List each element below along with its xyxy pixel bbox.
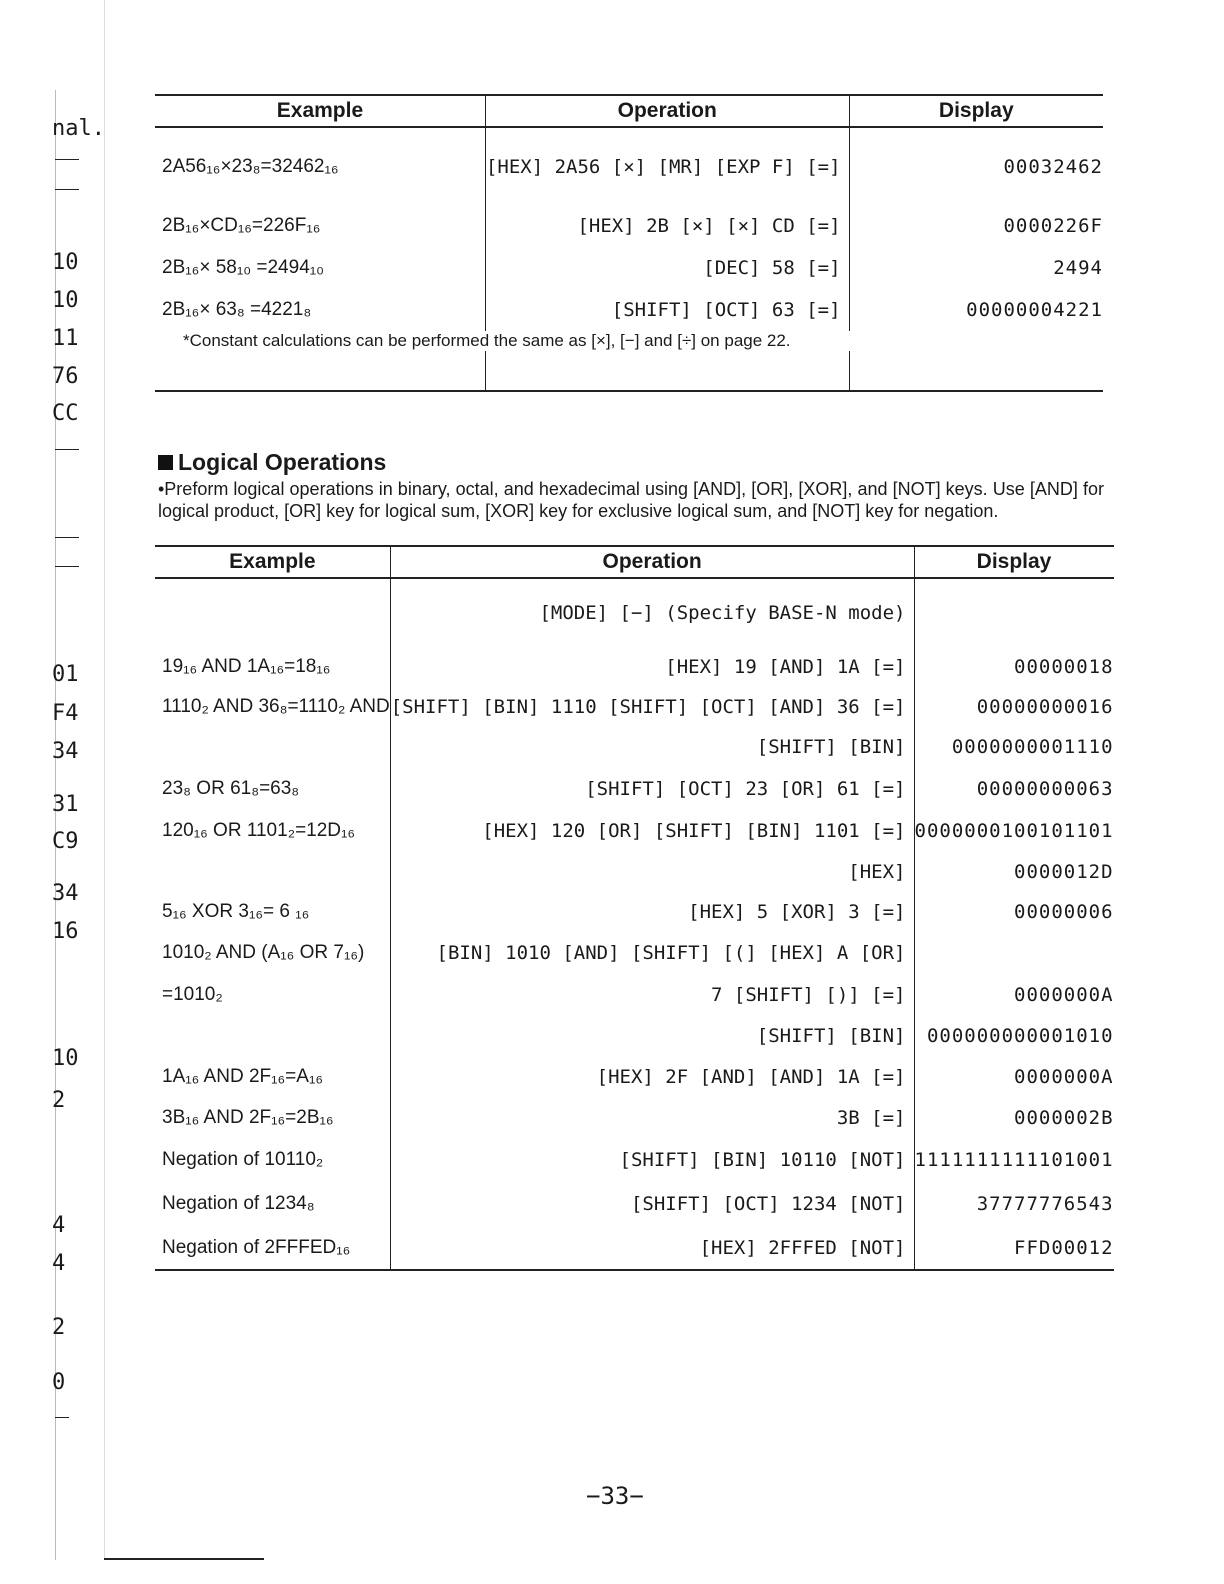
display-cell: FFD00012	[914, 1226, 1114, 1270]
display-cell: 0000000001110	[951, 736, 1114, 758]
operation-cell: [HEX] 2A56 [×] [MR] [EXP F] [=]	[485, 127, 849, 205]
example-cell	[155, 1016, 390, 1056]
table-row	[155, 1226, 1114, 1270]
example-cell: 5₁₆ XOR 3₁₆= 6 ₁₆	[162, 901, 310, 922]
example-cell: 1010₂ AND (A₁₆ OR 7₁₆)	[162, 942, 365, 963]
table-row	[155, 974, 1114, 1016]
col-header-operation: Operation	[485, 95, 849, 127]
col-header-display: Display	[914, 546, 1114, 578]
col-header-display: Display	[849, 95, 1103, 127]
example-cell	[155, 852, 390, 892]
table-row	[155, 892, 1114, 932]
operation-cell: [MODE] [−] (Specify BASE-N mode)	[390, 578, 914, 646]
table-row	[155, 1138, 1114, 1182]
operation-cell: [BIN] 1010 [AND] [SHIFT] [(] [HEX] A [OR]	[390, 932, 914, 974]
margin-fragment: CC	[52, 401, 79, 426]
example-cell: 3B₁₆ AND 2F₁₆=2B₁₆	[162, 1107, 334, 1128]
display-cell	[914, 932, 1114, 974]
display-cell: 00000006	[1014, 901, 1114, 923]
margin-rule	[55, 449, 79, 450]
table-row	[155, 1056, 1114, 1098]
margin-fragment: nal.	[52, 116, 105, 141]
operation-cell: [SHIFT] [OCT] 63 [=]	[485, 289, 849, 331]
example-cell: 2A56₁₆×23₈=32462₁₆	[162, 155, 339, 177]
example-cell: =1010₂	[162, 984, 223, 1005]
margin-fragment: 4	[52, 1213, 66, 1238]
margin-fragment: 34	[52, 881, 79, 906]
table-row	[155, 932, 1114, 974]
margin-fragment: 31	[52, 792, 79, 817]
table-row	[155, 127, 1103, 205]
display-cell	[914, 578, 1114, 646]
margin-fragment: 4	[52, 1251, 66, 1276]
col-header-example: Example	[155, 546, 390, 578]
logical-operations-table	[155, 545, 1114, 1271]
operation-cell: [HEX] 5 [XOR] 3 [=]	[390, 892, 914, 932]
example-cell	[155, 726, 390, 768]
page-number: −33−	[586, 1482, 644, 1510]
operation-cell: [HEX] 120 [OR] [SHIFT] [BIN] 1101 [=]	[390, 810, 914, 852]
operation-cell: [HEX] 19 [AND] 1A [=]	[390, 646, 914, 688]
operation-cell: 3B [=]	[390, 1098, 914, 1138]
display-cell: 0000226F	[1003, 215, 1103, 237]
operation-cell: [HEX] 2B [×] [×] CD [=]	[485, 205, 849, 247]
display-cell: 00000000063	[976, 778, 1114, 800]
operation-cell: [HEX] 2F [AND] [AND] 1A [=]	[390, 1056, 914, 1098]
table-row	[155, 852, 1114, 892]
margin-fragment: 76	[52, 364, 79, 389]
col-header-operation: Operation	[390, 546, 914, 578]
operation-cell: [HEX]	[390, 852, 914, 892]
display-cell: 000000000001010	[926, 1025, 1114, 1047]
margin-fragment: C9	[52, 829, 79, 854]
example-cell: 2B₁₆×CD₁₆=226F₁₆	[162, 215, 321, 236]
operation-cell: [DEC] 58 [=]	[485, 247, 849, 289]
example-cell: 2B₁₆× 58₁₀ =2494₁₀	[162, 257, 325, 278]
margin-fragment: 01	[52, 662, 79, 687]
example-cell: 1A₁₆ AND 2F₁₆=A₁₆	[162, 1066, 324, 1087]
example-cell: Negation of 1234₈	[162, 1193, 315, 1214]
operation-cell: 7 [SHIFT] [)] [=]	[390, 974, 914, 1016]
margin-rule	[55, 566, 79, 567]
margin-fragment: 10	[52, 288, 79, 313]
margin-fragment: 11	[52, 326, 79, 351]
operation-cell: [HEX] 2FFFED [NOT]	[390, 1226, 914, 1270]
example-cell: 120₁₆ OR 1101₂=12D₁₆	[162, 820, 356, 841]
margin-fragment: 0	[52, 1370, 66, 1395]
example-cell: 2B₁₆× 63₈ =4221₈	[162, 299, 312, 320]
table-row	[155, 688, 1114, 726]
table-row	[155, 646, 1114, 688]
margin-fragment: 2	[52, 1088, 66, 1113]
multiplication-table	[155, 94, 1103, 392]
display-cell: 00032462	[1003, 155, 1103, 178]
margin-rule	[55, 189, 79, 190]
table-row	[155, 1016, 1114, 1056]
operation-cell: [SHIFT] [OCT] 23 [OR] 61 [=]	[390, 768, 914, 810]
operation-cell: [SHIFT] [OCT] 1234 [NOT]	[390, 1182, 914, 1226]
example-cell	[155, 578, 390, 646]
display-cell: 2494	[1053, 257, 1103, 279]
margin-fragment: 10	[52, 250, 79, 275]
margin-rule	[55, 159, 79, 160]
bottom-edge-mark	[104, 1558, 264, 1560]
margin-rule	[55, 537, 79, 538]
table-row	[155, 726, 1114, 768]
section-intro: •Preform logical operations in binary, octal, and hexadecimal using [AND], [OR], [XOR], and [NOT] keys. Use [AND] for logical product, [OR] key for logical sum, [XOR] key for exclusive logical sum, and [NOT] key for negation.	[158, 479, 1104, 521]
table-row	[155, 1098, 1114, 1138]
table-row	[155, 1182, 1114, 1226]
example-cell: 1110₂ AND 36₈=1110₂ AND	[162, 696, 390, 717]
table-row	[155, 205, 1103, 247]
display-cell: 00000018	[1014, 656, 1114, 678]
table-row	[155, 768, 1114, 810]
col-header-example: Example	[155, 95, 485, 127]
page-spine-shadow	[104, 0, 105, 1560]
table-row	[155, 289, 1103, 331]
display-cell: 0000002B	[1014, 1107, 1114, 1129]
display-cell: 0000000100101101	[914, 820, 1114, 842]
display-cell: 0000012D	[1014, 861, 1114, 883]
operation-cell: [SHIFT] [BIN]	[390, 726, 914, 768]
display-cell: 37777776543	[976, 1193, 1114, 1215]
display-cell: 0000000A	[1014, 984, 1114, 1006]
margin-fragment: 16	[52, 919, 79, 944]
display-cell: 00000004221	[966, 299, 1103, 321]
display-cell: 0000000A	[1014, 1066, 1114, 1088]
margin-rule	[55, 1417, 69, 1418]
margin-fragment: 10	[52, 1046, 79, 1071]
example-cell: 23₈ OR 61₈=63₈	[162, 778, 300, 799]
table-row	[155, 578, 1114, 646]
margin-fragment: 2	[52, 1315, 66, 1340]
square-bullet-icon	[158, 455, 173, 470]
operation-cell: [SHIFT] [BIN] 10110 [NOT]	[390, 1138, 914, 1182]
table-row	[155, 247, 1103, 289]
section-title: Logical Operations	[158, 449, 386, 476]
table-row	[155, 810, 1114, 852]
example-cell: 19₁₆ AND 1A₁₆=18₁₆	[162, 656, 331, 677]
operation-cell: [SHIFT] [BIN]	[390, 1016, 914, 1056]
example-cell: Negation of 2FFFED₁₆	[155, 1226, 390, 1270]
example-cell: Negation of 10110₂	[162, 1149, 324, 1170]
display-cell: 00000000016	[976, 696, 1114, 718]
margin-fragment: 34	[52, 739, 79, 764]
display-cell: 1111111111101001	[914, 1149, 1114, 1171]
operation-cell: [SHIFT] [BIN] 1110 [SHIFT] [OCT] [AND] 36 [=]	[390, 688, 914, 726]
table-footnote: *Constant calculations can be performed the same as [×], [−] and [÷] on page 22.	[155, 331, 1131, 351]
margin-fragment: F4	[52, 701, 79, 726]
